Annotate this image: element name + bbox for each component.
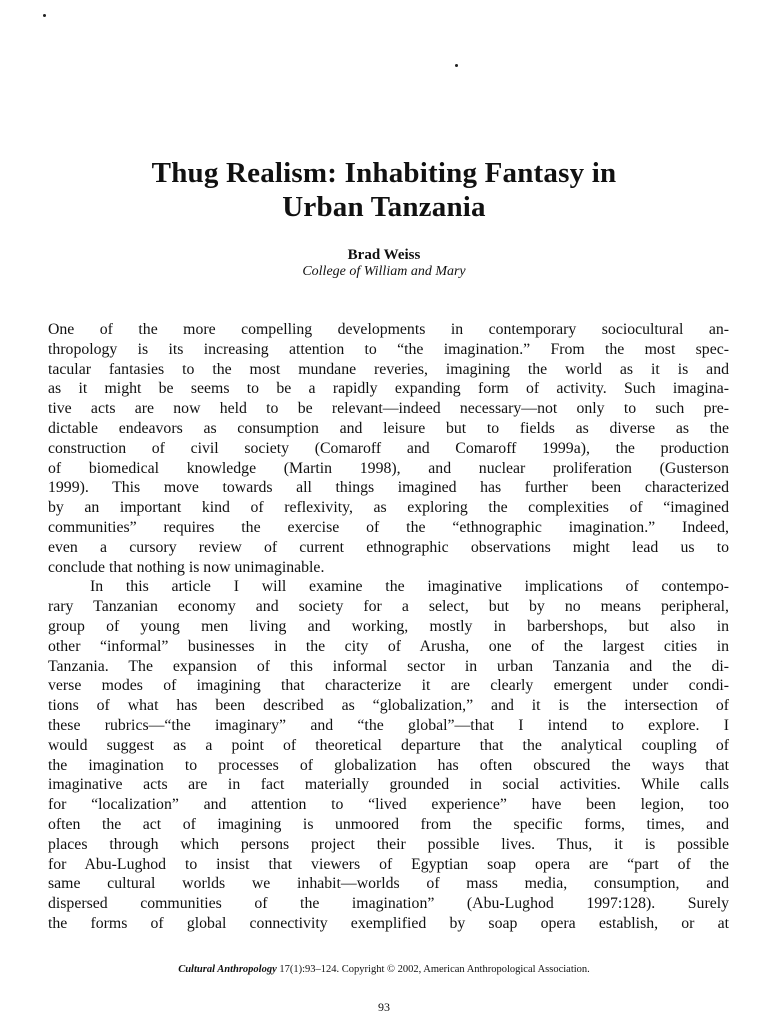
- body-line: conclude that nothing is now unimaginable.: [48, 558, 325, 576]
- body-line: One of the more compelling developments in contemporary sociocultural an-: [48, 321, 729, 338]
- article-body: [48, 320, 729, 934]
- author-name: Brad Weiss: [347, 247, 421, 263]
- body-line: for “localization” and attention to “lived experience” have been legion, too: [48, 796, 729, 814]
- footer-journal: Cultural Anthropology: [178, 964, 277, 975]
- title-line: Urban Tanzania: [282, 191, 486, 223]
- page-number: 93: [378, 1000, 390, 1014]
- scan-speck: [455, 64, 458, 67]
- body-line: In this article I will examine the imaginative implications of contempo-: [90, 578, 729, 596]
- body-line: places through which persons project their possible lives. Thus, it is possible: [48, 835, 729, 853]
- author-affiliation: College of William and Mary: [302, 264, 466, 279]
- body-line: communities” requires the exercise of the “ethnographic imagination.” Indeed,: [48, 518, 729, 536]
- body-line: for Abu-Lughod to insist that viewers of Egyptian soap opera are “part of the: [48, 855, 729, 873]
- body-line: verse modes of imagining that characterize it are clearly emergent under condi-: [48, 677, 729, 695]
- body-line: dispersed communities of the imagination” (Abu-Lughod 1997:128). Surely: [48, 895, 729, 913]
- body-line: the forms of global connectivity exemplified by soap opera establish, or at: [48, 914, 729, 932]
- body-line: imaginative acts are in fact materially grounded in social activities. While calls: [48, 776, 729, 794]
- body-line: as it might be seems to be a rapidly expanding form of activity. Such imagina-: [48, 380, 729, 398]
- body-line: by an important kind of reflexivity, as exploring the complexities of “imagined: [48, 499, 729, 517]
- body-line: the imagination to processes of globalization has often obscured the ways that: [48, 756, 729, 774]
- body-line: thropology is its increasing attention to “the imagination.” From the most spec-: [48, 340, 729, 358]
- body-line: tive acts are now held to be relevant—indeed necessary—not only to such pre-: [48, 400, 729, 418]
- body-line: 1999). This move towards all things imagined has further been characterized: [48, 479, 729, 497]
- body-line: rary Tanzanian economy and society for a select, but by no means peripheral,: [48, 598, 729, 616]
- article-title: [40, 156, 728, 224]
- body-line: often the act of imagining is unmoored from the specific forms, times, and: [48, 815, 729, 833]
- body-line: tacular fantasies to the most mundane reveries, imagining the world as it is and: [48, 360, 729, 378]
- title-line: Thug Realism: Inhabiting Fantasy in: [151, 157, 617, 189]
- body-line: these rubrics—“the imaginary” and “the global”—that I intend to explore. I: [48, 716, 729, 734]
- body-line: even a cursory review of current ethnographic observations might lead us to: [48, 538, 729, 556]
- body-line: of biomedical knowledge (Martin 1998), and nuclear proliferation (Gusterson: [48, 459, 729, 477]
- footer-citation-text: 17(1):93–124. Copyright © 2002, American Anthropological Association.: [276, 964, 590, 975]
- scan-speck: [43, 14, 46, 17]
- body-line: Tanzania. The expansion of this informal sector in urban Tanzania and the di-: [48, 657, 729, 675]
- body-line: tions of what has been described as “globalization,” and it is the intersection of: [48, 697, 729, 715]
- body-line: construction of civil society (Comaroff and Comaroff 1999a), the production: [48, 439, 729, 457]
- body-line: same cultural worlds we inhabit—worlds of mass media, consumption, and: [48, 875, 729, 893]
- body-line: would suggest as a point of theoretical departure that the analytical coupling of: [48, 736, 729, 754]
- body-line: group of young men living and working, mostly in barbershops, but also in: [48, 617, 729, 635]
- footer-citation: [40, 963, 728, 977]
- body-line: other “informal” businesses in the city of Arusha, one of the largest cities in: [48, 637, 729, 655]
- body-line: dictable endeavors as consumption and leisure but to fields as diverse as the: [48, 419, 729, 437]
